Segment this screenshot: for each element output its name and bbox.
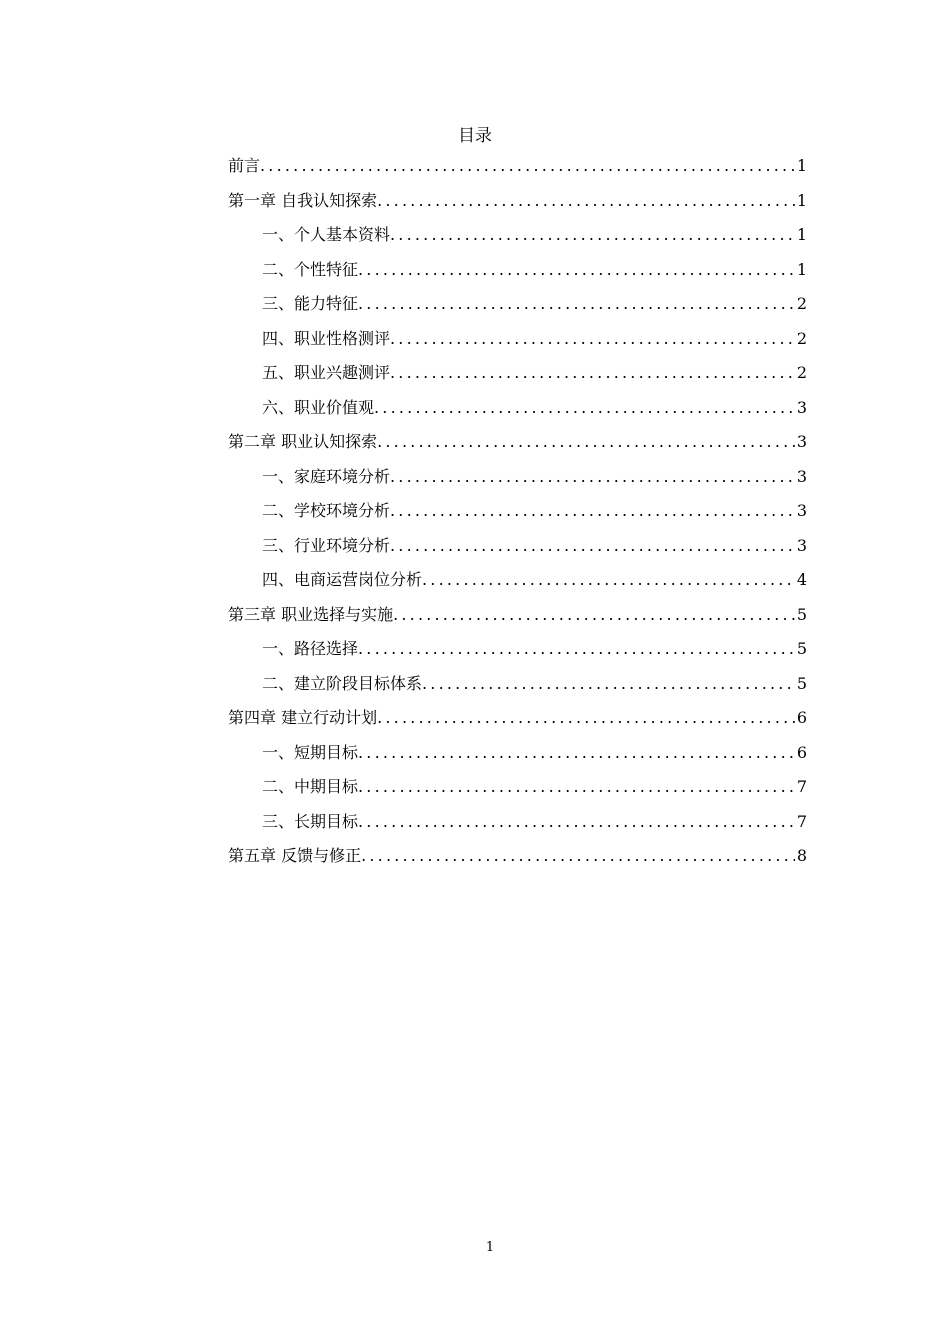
toc-dot-leader: [390, 529, 795, 564]
toc-dot-leader: [358, 253, 795, 288]
toc-entry-label: 一、家庭环境分析: [262, 466, 391, 486]
toc-entry-label: 一、个人基本资料: [262, 225, 391, 244]
toc-dot-leader: [358, 770, 795, 805]
toc-entry-label: 二、建立阶段目标体系: [262, 673, 423, 693]
toc-entry[interactable]: [228, 253, 807, 288]
toc-entry-label: 四、电商运营岗位分析: [262, 570, 423, 589]
toc-entry-page: 5: [796, 673, 807, 693]
toc-entry-label: 前言: [228, 156, 261, 175]
toc-dot-leader: [390, 460, 795, 495]
toc-entry[interactable]: [228, 701, 807, 736]
toc-dot-leader: [390, 218, 795, 253]
table-of-contents: [228, 149, 807, 874]
toc-dot-leader: [358, 805, 795, 840]
toc-entry[interactable]: [228, 529, 807, 564]
toc-entry[interactable]: [228, 805, 807, 840]
toc-entry[interactable]: [228, 598, 807, 633]
toc-entry[interactable]: [228, 184, 807, 219]
toc-entry-page: 2: [796, 328, 807, 348]
toc-dot-leader: [358, 736, 795, 771]
toc-entry-page: 2: [796, 363, 807, 382]
toc-entry-label: 第三章 职业选择与实施: [228, 604, 394, 624]
toc-dot-leader: [390, 356, 795, 391]
toc-entry-page: 3: [796, 432, 807, 451]
toc-dot-leader: [377, 425, 795, 460]
toc-dot-leader: [260, 149, 795, 184]
toc-entry-label: 三、长期目标: [262, 811, 359, 831]
toc-entry[interactable]: [228, 563, 807, 598]
toc-dot-leader: [361, 839, 795, 874]
toc-entry-page: 6: [796, 742, 807, 762]
toc-entry-label: 第四章 建立行动计划: [228, 708, 378, 727]
toc-entry-label: 第一章 自我认知探索: [228, 190, 378, 210]
toc-entry[interactable]: [228, 632, 807, 667]
toc-entry-page: 1: [796, 259, 807, 279]
toc-entry-page: 7: [796, 811, 807, 831]
toc-dot-leader: [422, 667, 795, 702]
toc-entry-page: 3: [796, 501, 807, 520]
toc-entry-page: 2: [796, 294, 807, 313]
toc-entry[interactable]: [228, 287, 807, 322]
toc-entry[interactable]: [228, 322, 807, 357]
toc-entry[interactable]: [228, 425, 807, 460]
toc-dot-leader: [390, 494, 795, 529]
toc-entry-label: 二、个性特征: [262, 259, 359, 279]
toc-entry[interactable]: [228, 391, 807, 426]
toc-entry-label: 三、行业环境分析: [262, 535, 391, 555]
toc-entry-label: 二、中期目标: [262, 777, 359, 796]
toc-entry-label: 第二章 职业认知探索: [228, 432, 378, 451]
toc-entry[interactable]: [228, 736, 807, 771]
toc-entry[interactable]: [228, 494, 807, 529]
toc-entry[interactable]: [228, 218, 807, 253]
toc-entry-page: 1: [796, 156, 807, 175]
toc-entry-page: 3: [796, 466, 807, 486]
toc-entry-label: 五、职业兴趣测评: [262, 363, 391, 382]
toc-entry[interactable]: [228, 149, 807, 184]
toc-entry[interactable]: [228, 770, 807, 805]
toc-entry-page: 8: [796, 846, 807, 865]
toc-entry-label: 二、学校环境分析: [262, 501, 391, 520]
toc-entry-label: 六、职业价值观: [262, 397, 375, 417]
toc-entry-page: 5: [796, 639, 807, 658]
toc-entry[interactable]: [228, 667, 807, 702]
toc-dot-leader: [358, 287, 795, 322]
toc-dot-leader: [422, 563, 795, 598]
toc-entry-label: 三、能力特征: [262, 294, 359, 313]
toc-entry[interactable]: [228, 460, 807, 495]
toc-entry-page: 7: [796, 777, 807, 796]
toc-entry[interactable]: [228, 356, 807, 391]
toc-entry-page: 3: [796, 397, 807, 417]
toc-entry[interactable]: [228, 839, 807, 874]
toc-entry-page: 1: [796, 225, 807, 244]
toc-dot-leader: [390, 322, 795, 357]
toc-entry-label: 一、短期目标: [262, 742, 359, 762]
toc-title: 目录: [458, 126, 492, 146]
toc-entry-label: 第五章 反馈与修正: [228, 846, 362, 865]
toc-dot-leader: [393, 598, 795, 633]
toc-entry-page: 6: [796, 708, 807, 727]
toc-entry-page: 3: [796, 535, 807, 555]
toc-dot-leader: [377, 184, 795, 219]
page-number: 1: [485, 1240, 495, 1255]
toc-entry-label: 一、路径选择: [262, 639, 359, 658]
toc-entry-page: 1: [796, 190, 807, 210]
toc-entry-label: 四、职业性格测评: [262, 328, 391, 348]
toc-dot-leader: [377, 701, 795, 736]
toc-dot-leader: [374, 391, 795, 426]
toc-entry-page: 4: [796, 570, 807, 589]
toc-entry-page: 5: [796, 604, 807, 624]
toc-dot-leader: [358, 632, 795, 667]
